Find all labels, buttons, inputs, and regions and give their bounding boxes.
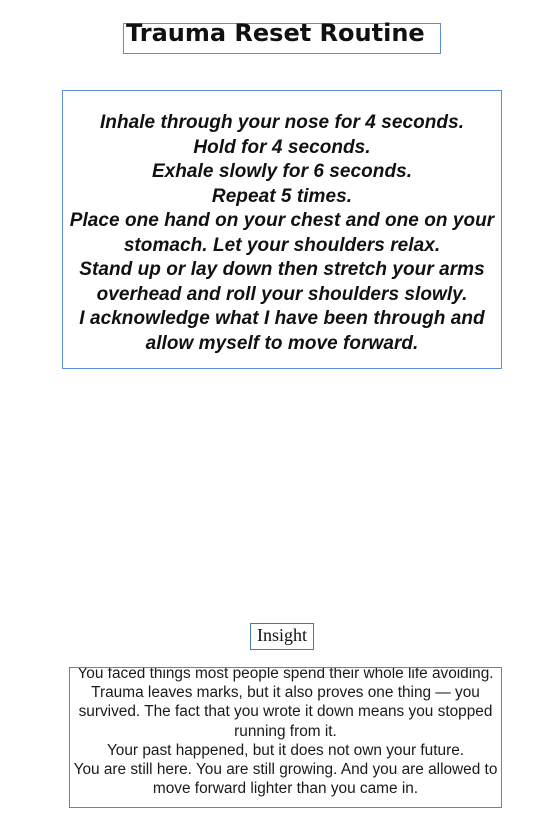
step-hold: Hold for 4 seconds. — [193, 136, 371, 158]
insight-paragraph: You faced things most people spend their whole life avoiding. Trauma leaves marks, but it also proves one thing — you survived. The fact that you wrote it down means you stopped running from it. — [77, 667, 494, 740]
step-affirmation: I acknowledge what I have been through and allow myself to move forward. — [79, 308, 485, 354]
insight-body-box — [69, 667, 502, 808]
insight-paragraph: You are still here. You are still growing. And you are allowed to move forward lighter than you came in. — [73, 761, 498, 798]
step-inhale: Inhale through your nose for 4 seconds. — [99, 112, 465, 133]
insight-heading-box — [250, 623, 314, 650]
insight-paragraph: Your past happened, but it does not own your future. — [106, 741, 465, 759]
step-hand-placement: Place one hand on your chest and one on your stomach. Let your shoulders relax. — [69, 210, 495, 256]
page-title: Trauma Reset Routine — [126, 19, 425, 47]
step-repeat: Repeat 5 times. — [211, 185, 353, 207]
insight-heading: Insight — [256, 625, 307, 645]
step-stretch: Stand up or lay down then stretch your arms overhead and roll your shoulders slowly. — [79, 259, 485, 305]
title-box — [123, 19, 441, 54]
step-exhale: Exhale slowly for 6 seconds. — [151, 161, 413, 182]
routine-steps-box — [62, 90, 502, 369]
